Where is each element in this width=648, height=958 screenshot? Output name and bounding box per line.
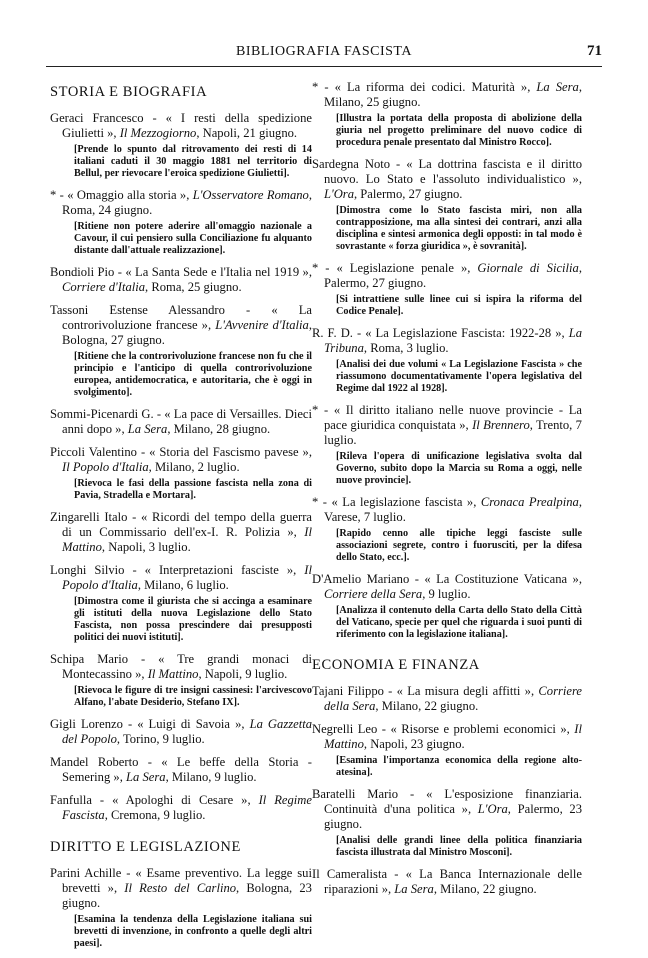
entry-source: Corriere della Sera [324, 587, 423, 601]
entry-title: « I resti della spedizione Giulietti », [62, 111, 312, 140]
entry-title: « Le beffe della Storia - Semering », [62, 755, 312, 784]
entry-note: [Dimostra come il giurista che si accinga a esaminare gli istituti della nuova Legislazione dello Stato Fascista, non possa prescindere dai presupposti politici dei nuovi istituti]. [74, 596, 312, 643]
entry-imprint: , Napoli, 23 giugno. [363, 737, 465, 751]
entry-title: « La dottrina fascista e il diritto nuovo. Lo Stato e l'assoluto individualistico », [324, 157, 582, 186]
entry-source: La Sera [127, 422, 168, 436]
bibliography-entry [312, 326, 582, 395]
entry-source: Il Mattino [62, 525, 312, 554]
entry-title: « Apologhi di Cesare », [112, 793, 259, 807]
entry-note: [Rievoca le fasi della passione fascista nella zona di Pavia, Stradella e Mortara]. [74, 478, 312, 501]
entry-title: « La pace di Versailles. Dieci anni dopo », [62, 407, 312, 436]
bibliography-entry [312, 684, 582, 714]
entry-imprint: , Milano, 9 luglio. [165, 770, 257, 784]
bibliography-entry [50, 265, 312, 295]
section-heading: ECONOMIA E FINANZA [312, 657, 480, 673]
entry-imprint: , Napoli, 3 luglio. [101, 540, 191, 554]
entry-title: « Luigi di Savoia », [137, 717, 250, 731]
bibliography-entry [50, 866, 312, 950]
entry-imprint: , Roma, 3 luglio. [363, 341, 449, 355]
bibliography-entry [50, 303, 312, 399]
entry-title: « Legislazione penale », [336, 261, 478, 275]
entry-note: [Prende lo spunto dal ritrovamento dei resti di 14 italiani caduti il 30 maggio 1881 nel territorio di Bellul, per rievocare l'eroica spedizione Giulietti]. [74, 144, 312, 179]
bibliography-entry [50, 188, 312, 257]
entry-imprint: , Cremona, 9 luglio. [104, 808, 206, 822]
entry-author: Parini Achille - [50, 866, 136, 880]
entry-title: « La Costituzione Vaticana », [424, 572, 582, 586]
entry-source: Il Brennero [472, 418, 530, 432]
entry-imprint: , Milano, 6 luglio. [137, 578, 229, 592]
entry-source: L'Avvenire d'Italia [215, 318, 309, 332]
entry-source: L'Ora [324, 187, 354, 201]
entry-note: [Rapido cenno alle tipiche leggi fasciste sulle associazioni segrete, contro i fuorusciti, per la difesa dello Stato, ecc.]. [336, 528, 582, 563]
entry-author: Schipa Mario - [50, 652, 159, 666]
entry-imprint: , Roma, 24 giugno. [62, 188, 313, 217]
entry-note: [Analisi dei due volumi « La Legislazione Fascista » che riassumono documentativamente l'opera legislativa del Regime dal 1922 al 1928]. [336, 359, 582, 394]
entry-author: Bondioli Pio - [50, 265, 126, 279]
entry-imprint: , Milano, 25 giugno. [324, 80, 582, 109]
entry-title: « La Legislazione Fascista: 1922-28 », [365, 326, 569, 340]
entry-author: * - [312, 80, 335, 94]
page-header [46, 44, 602, 66]
entry-note: [Illustra la portata della proposta di abolizione della giuria nel progetto preliminare del nuovo codice di procedura penale presentato dal Ministro Rocco]. [336, 113, 582, 148]
entry-title: « Omaggio alla storia », [67, 188, 193, 202]
entry-source: Il Mattino [324, 722, 582, 751]
entry-title: « La Banca Internazionale delle riparazioni », [324, 867, 582, 896]
bibliography-entry [50, 793, 312, 823]
entry-author: R. F. D. - [312, 326, 366, 340]
entry-note: [Si intrattiene sulle linee cui si ispira la riforma del Codice Penale]. [336, 294, 582, 317]
left-column [50, 80, 312, 958]
entry-note: [Rileva l'opera di unificazione legislativa svolta dal Governo, subito dopo la Marcia su Roma a oggi, nelle nuove provincie]. [336, 451, 582, 486]
entry-title: « L'esposizione finanziaria. Continuità d'una politica », [324, 787, 582, 816]
bibliography-entry [50, 407, 312, 437]
entry-imprint: , Napoli, 21 giugno. [196, 126, 298, 140]
entry-author: Fanfulla - [50, 793, 113, 807]
entry-author: Il Cameralista - [312, 867, 406, 881]
entry-imprint: , Varese, 7 luglio. [324, 495, 582, 524]
entry-source: Il Mattino [147, 667, 199, 681]
entry-author: * - [312, 495, 332, 509]
bibliography-entry [50, 563, 312, 644]
bibliography-entry [50, 510, 312, 555]
header-rule [46, 66, 602, 67]
entry-source: Il Regime Fascista [62, 793, 312, 822]
entry-imprint: , Milano, 22 giugno. [433, 882, 537, 896]
section-heading: STORIA E BIOGRAFIA [50, 84, 208, 100]
bibliography-entry [312, 572, 582, 641]
entry-title: « La legislazione fascista », [331, 495, 481, 509]
entry-note: [Esamina la tendenza della Legislazione italiana sui brevetti di invenzione, in confronto a quelle degli altri paesi]. [74, 914, 312, 949]
entry-source: Il Resto del Carlino [124, 881, 237, 895]
entry-source: Il Mezzogiorno [119, 126, 197, 140]
bibliography-entry [312, 495, 582, 564]
bibliography-entry [312, 157, 582, 253]
entry-title: « Il diritto italiano nelle nuove provincie - La pace giuridica conquistata », [324, 403, 582, 432]
bibliography-entry [50, 755, 312, 785]
entry-author: Gigli Lorenzo - [50, 717, 138, 731]
entry-imprint: , Milano, 22 giugno. [375, 699, 479, 713]
entry-imprint: , Milano, 28 giugno. [167, 422, 271, 436]
bibliography-entry [50, 652, 312, 709]
entry-source: La Tribuna [324, 326, 582, 355]
entry-source: La Gazzetta del Popolo [62, 717, 313, 746]
right-column [312, 80, 582, 905]
entry-note: [Ritiene non potere aderire all'omaggio nazionale a Cavour, il cui pensiero sulla Conciliazione fu alquanto distante dall'attuale realizzazione]. [74, 221, 312, 256]
entry-source: Il Popolo d'Italia [62, 563, 312, 592]
entry-source: Corriere della Sera [324, 684, 582, 713]
entry-title: « Storia del Fascismo pavese », [149, 445, 312, 459]
entry-title: « La riforma dei codici. Maturità », [334, 80, 537, 94]
entry-title: « Tre grandi monaci di Montecassino », [62, 652, 312, 681]
bibliography-entry [312, 261, 582, 318]
page-number: 71 [587, 43, 602, 59]
entry-source: La Sera [394, 882, 434, 896]
bibliography-entry [312, 403, 582, 487]
entry-title: « La controrivoluzione francese », [62, 303, 312, 332]
entry-author: Zingarelli Italo - [50, 510, 141, 524]
entry-author: D'Amelio Mariano - [312, 572, 425, 586]
entry-author: Tassoni Estense Alessandro - [50, 303, 272, 317]
entry-note: [Rievoca le figure di tre insigni cassinesi: l'arcivescovo Alfano, l'abate Desiderio, Stefano IX]. [74, 685, 312, 708]
entry-title: « La misura degli affitti », [396, 684, 539, 698]
entry-author: Negrelli Leo - [312, 722, 391, 736]
entry-author: Baratelli Mario - [312, 787, 427, 801]
entry-imprint: , Roma, 25 giugno. [145, 280, 242, 294]
entry-author: Mandel Roberto - [50, 755, 162, 769]
entry-author: Longhi Silvio - [50, 563, 145, 577]
entry-note: [Analizza il contenuto della Carta dello Stato della Città del Vaticano, specie per quel che riguarda i suoi punti di riferimento con la legislazione italiana]. [336, 605, 582, 640]
entry-author: Piccoli Valentino - [50, 445, 150, 459]
bibliography-entry [50, 445, 312, 502]
entry-source: L'Osservatore Romano [192, 188, 309, 202]
entry-imprint: , 9 luglio. [422, 587, 471, 601]
entry-author: * - [50, 188, 68, 202]
entry-author: * - [312, 403, 334, 417]
entry-imprint: , Milano, 2 luglio. [148, 460, 240, 474]
entry-source: Corriere d'Italia [62, 280, 146, 294]
entry-title: « Risorse e problemi economici », [390, 722, 575, 736]
entry-author: Sommi-Picenardi G. - [50, 407, 165, 421]
section-heading: DIRITTO E LEGISLAZIONE [50, 839, 241, 855]
entry-source: La Sera [536, 80, 579, 94]
entry-note: [Analisi delle grandi linee della politica finanziaria fascista illustrata dal Ministro Mosconi]. [336, 835, 582, 858]
entry-imprint: , Palermo, 27 giugno. [324, 261, 582, 290]
entry-source: Cronaca Prealpina [480, 495, 579, 509]
bibliography-entry [312, 867, 582, 897]
entry-imprint: , Palermo, 27 giugno. [354, 187, 463, 201]
bibliography-entry [312, 787, 582, 859]
entry-imprint: , Torino, 9 luglio. [116, 732, 205, 746]
entry-note: [Dimostra come lo Stato fascista miri, non alla contrapposizione, ma alla sintesi dei contrari, anzi alla disciplina e sintesi armonica degli opposti: in tal modo è sovrastante « forza giuridica », è sovranità]. [336, 205, 582, 252]
running-title: BIBLIOGRAFIA FASCISTA [236, 44, 412, 59]
entry-source: La Sera [126, 770, 166, 784]
entry-imprint: , Palermo, 23 giugno. [324, 802, 582, 831]
entry-author: * - [312, 261, 337, 275]
entry-title: « Interpretazioni fasciste », [144, 563, 305, 577]
entry-title: « Esame preventivo. La legge sui brevetti », [62, 866, 312, 895]
entry-author: Tajani Filippo - [312, 684, 397, 698]
bibliography-entry [312, 722, 582, 779]
entry-title: « La Santa Sede e l'Italia nel 1919 », [125, 265, 312, 279]
entry-source: Giornale di Sicilia [477, 261, 579, 275]
entry-imprint: , Bologna, 23 giugno. [62, 881, 312, 910]
entry-author: Sardegna Noto - [312, 157, 407, 171]
bibliography-entry [50, 717, 312, 747]
entry-note: [Ritiene che la controrivoluzione francese non fu che il principio e l'anticipo di quella controrivoluzione europea, antidemocratica, e autoritaria, che è oggi in svolgimento]. [74, 351, 312, 398]
entry-note: [Esamina l'importanza economica della regione alto-atesina]. [336, 755, 582, 778]
entry-author: Geraci Francesco - [50, 111, 166, 125]
entry-imprint: , Napoli, 9 luglio. [198, 667, 288, 681]
entry-imprint: , Bologna, 27 giugno. [62, 318, 312, 347]
entry-imprint: , Trento, 7 luglio. [324, 418, 582, 447]
bibliography-entry [312, 80, 582, 149]
bibliography-entry [50, 111, 312, 180]
entry-title: « Ricordi del tempo della guerra di un Commissario dell'ex-I. R. Polizia », [62, 510, 312, 539]
entry-source: Il Popolo d'Italia [62, 460, 149, 474]
entry-source: L'Ora [477, 802, 508, 816]
